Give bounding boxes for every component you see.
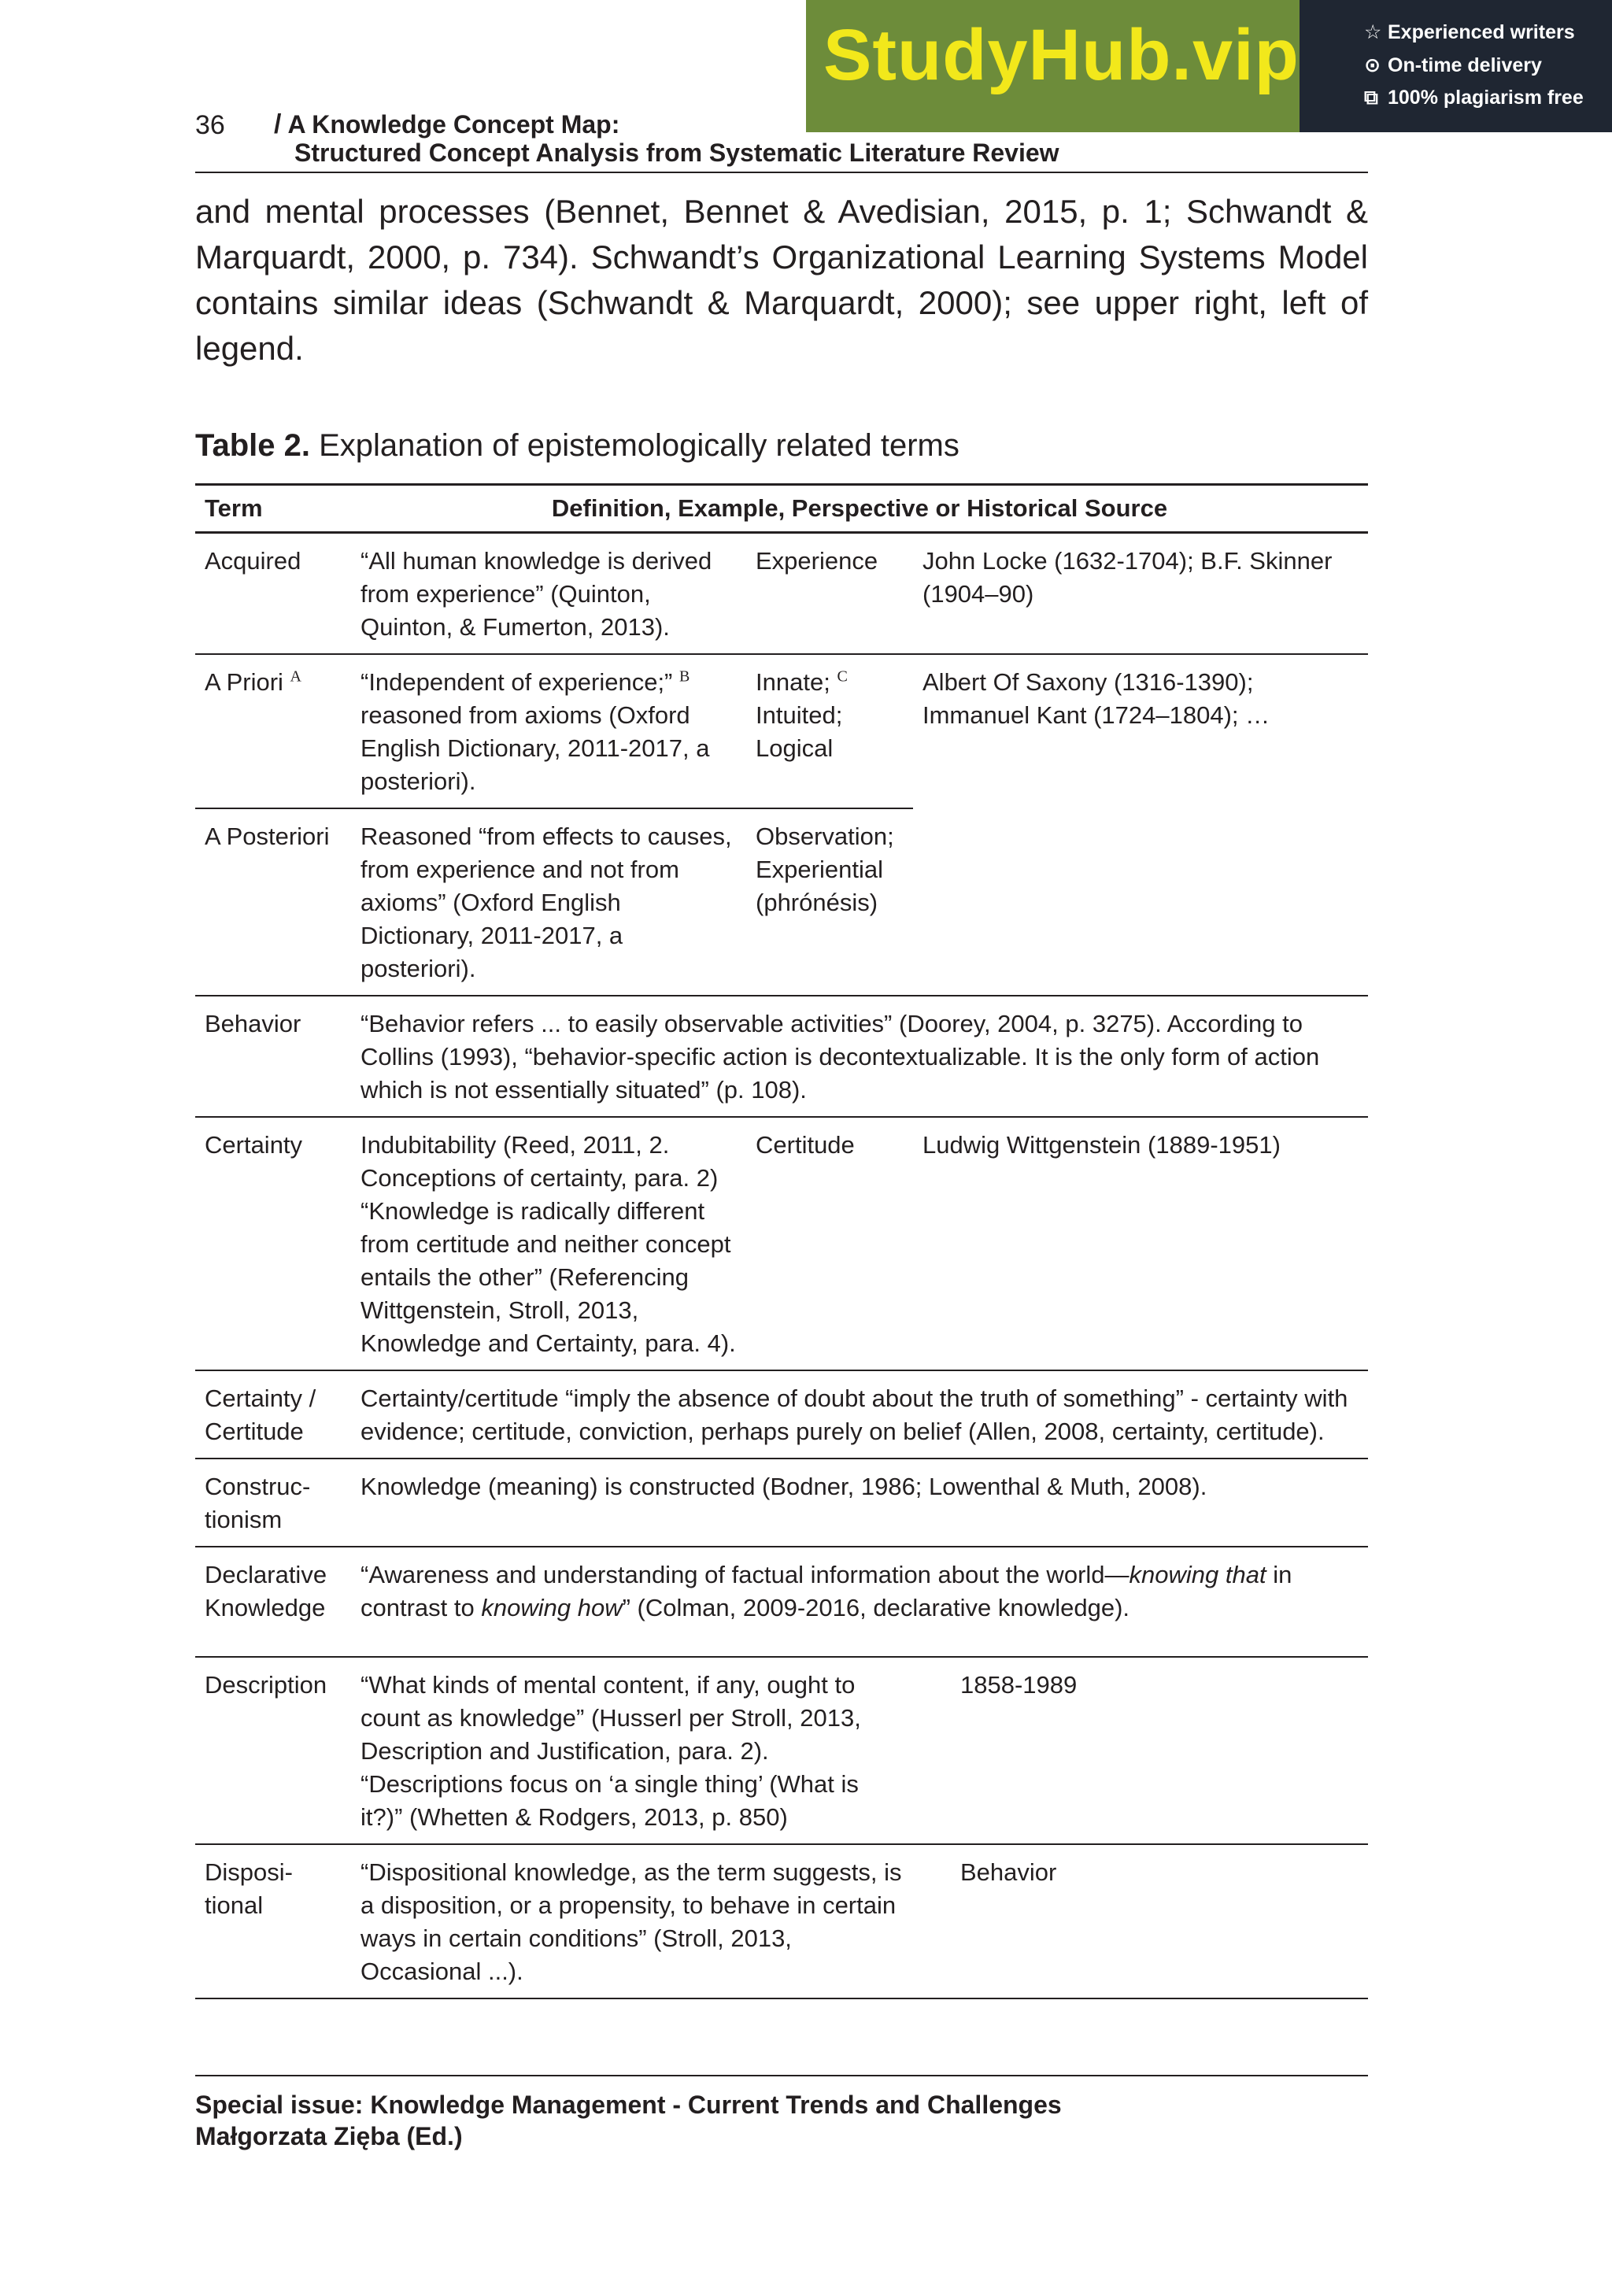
table-row-certainty-certitude: [195, 1370, 1368, 1459]
definition-cell: Certainty/certitude “imply the absence of doubt about the truth of something” - certainty with evidence; certitude, conviction, perhaps purely on belief (Allen, 2008, certainty, certitude).: [351, 1370, 1368, 1459]
source-cell: Ludwig Wittgenstein (1889-1951): [913, 1117, 1368, 1370]
definition-cell: “Independent of experience;” $^B$ reasoned from axioms (Oxford English Dictionary, 2011-2017, a posteriori).: [351, 654, 746, 808]
banner-feature-delivery: ⊙ On-time delivery: [1364, 54, 1542, 76]
header-definition: Definition, Example, Perspective or Historical Source: [351, 485, 1368, 533]
table-row-certainty: [195, 1117, 1368, 1370]
running-title: / A Knowledge Concept Map: Structured Concept Analysis from Systematic Literature Review: [274, 109, 1059, 167]
footnote-marker: C: [837, 667, 848, 686]
source-cell: 1858-1989: [913, 1657, 1368, 1844]
body-paragraph: and mental processes (Bennet, Bennet & Avedisian, 2015, p. 1; Schwandt & Marquardt, 2000, p. 734). Schwandt’s Organizational Learning Systems Model contains similar ideas (Schwandt & Marquardt, 2000); see upper right, left of legend.: [195, 193, 1368, 367]
source-cell: Albert Of Saxony (1316-1390); Immanuel Kant (1724–1804); …: [913, 654, 1368, 996]
table-caption-label: Table 2.: [195, 428, 310, 463]
table-header-row: [195, 485, 1368, 533]
definition-cell: “Dispositional knowledge, as the term suggests, is a disposition, or a propensity, to behave in certain ways in certain conditions” (Stroll, 2013, Occasional ...).: [351, 1844, 913, 1998]
header-term: Term: [195, 485, 351, 533]
term-cell: Acquired: [205, 547, 301, 575]
star-icon: ☆: [1364, 21, 1382, 43]
table-row-description: [195, 1657, 1368, 1844]
running-title-line2: Structured Concept Analysis from Systematic Literature Review: [294, 139, 1059, 167]
definition-cell: “Behavior refers ... to easily observable activities” (Doorey, 2004, p. 3275). According to Collins (1993), “behavior-specific action is decontextualizable. It is the only form of action which is not essentially situated” (p. 108).: [351, 996, 1368, 1117]
footnote-marker: B: [679, 667, 690, 686]
source-cell: John Locke (1632-1704); B.F. Skinner (1904–90): [922, 547, 1333, 608]
term-cell: A Posteriori: [195, 808, 351, 996]
perspective-cell: Innate; $^C$ Intuited; Logical: [746, 654, 913, 808]
page-number: 36: [195, 110, 225, 140]
table-row-behavior: [195, 996, 1368, 1117]
table-row-declarative: [195, 1547, 1368, 1657]
definition-cell: “All human knowledge is derived from experience” (Quinton, Quinton, & Fumerton, 2013).: [360, 547, 712, 641]
definition-cell: “Awareness and understanding of factual information about the world—knowing that in contrast to knowing how” (Colman, 2009-2016, declarative knowledge).: [351, 1547, 1368, 1657]
clock-icon: ⊙: [1364, 54, 1381, 76]
term-cell: A Priori $^A$: [195, 654, 351, 808]
footer-issue: Special issue: Knowledge Management - Current Trends and Challenges: [195, 2091, 1062, 2119]
page-header: [195, 105, 1368, 173]
table-row-acquired: [195, 533, 1368, 655]
definition-cell: Reasoned “from effects to causes, from experience and not from axioms” (Oxford English Dictionary, 2011-2017, a posteriori).: [351, 808, 746, 996]
perspective-cell: Observation; Experiential (phrónésis): [746, 808, 913, 996]
table-row-constructionism: [195, 1459, 1368, 1547]
table-caption-text: Explanation of epistemologically related terms: [319, 428, 959, 463]
table-row-dispositional: [195, 1844, 1368, 1998]
page-footer: [195, 2075, 1368, 2152]
term-cell: Construc-tionism: [195, 1459, 351, 1547]
table-caption: [195, 428, 959, 464]
copy-icon: ⧉: [1364, 87, 1378, 109]
source-cell: Behavior: [913, 1844, 1368, 1998]
running-title-line1: A Knowledge Concept Map:: [287, 110, 620, 139]
definition-cell: Indubitability (Reed, 2011, 2. Conceptions of certainty, para. 2) “Knowledge is radically different from certitude and neither concept entails the other” (Referencing Wittgenstein, Stroll, 2013, Knowledge and Certainty, para. 4).: [351, 1117, 746, 1370]
term-cell: Certainty / Certitude: [195, 1370, 351, 1459]
term-cell: Disposi-tional: [195, 1844, 351, 1998]
table-row-a-priori: [195, 654, 1368, 808]
footnote-marker: A: [290, 667, 301, 686]
term-cell: Certainty: [195, 1117, 351, 1370]
definition-cell: Knowledge (meaning) is constructed (Bodner, 1986; Lowenthal & Muth, 2008).: [351, 1459, 1368, 1547]
terms-table: [195, 483, 1368, 1999]
definition-cell: “What kinds of mental content, if any, ought to count as knowledge” (Husserl per Stroll, 2013, Description and Justification, para. 2). “Descriptions focus on ‘a single thing’ (What is it?)” (Whetten & Rodgers, 2013, p. 850): [351, 1657, 913, 1844]
term-cell: Behavior: [195, 996, 351, 1117]
perspective-cell: Experience: [756, 547, 878, 575]
banner-feature-writers: ☆ Experienced writers: [1364, 21, 1575, 43]
term-cell: Declarative Knowledge: [195, 1547, 351, 1657]
perspective-cell: Certitude: [746, 1117, 913, 1370]
footer-editor: Małgorzata Zięba (Ed.): [195, 2122, 463, 2150]
banner-brand: StudyHub.vip: [823, 15, 1300, 95]
term-cell: Description: [195, 1657, 351, 1844]
banner-feature-plagiarism: ⧉ 100% plagiarism free: [1364, 87, 1584, 109]
